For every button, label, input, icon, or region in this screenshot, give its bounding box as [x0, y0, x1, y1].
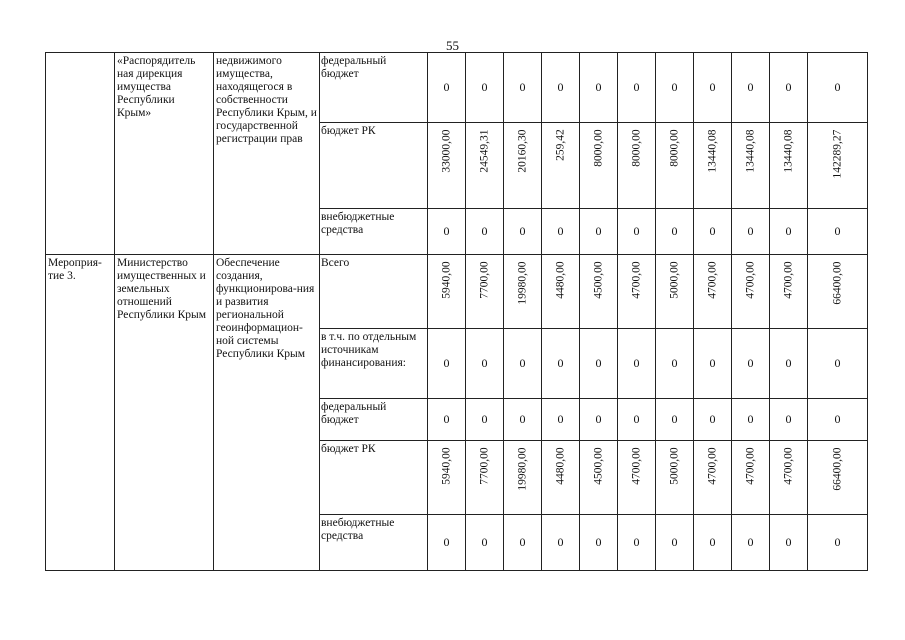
amount-cell — [618, 255, 656, 329]
amount-value: 4700,00 — [744, 446, 756, 485]
zero-cell — [732, 209, 770, 255]
zero-cell — [618, 515, 656, 571]
amount-cell — [694, 123, 732, 209]
amount-value: 13440,08 — [744, 128, 756, 173]
amount-value: 0 — [834, 412, 841, 426]
amount-value: 0 — [671, 412, 678, 426]
zero-cell — [580, 329, 618, 399]
zero-cell — [580, 209, 618, 255]
amount-cell — [656, 255, 694, 329]
zero-cell — [694, 329, 732, 399]
zero-cell — [466, 209, 504, 255]
amount-cell — [618, 123, 656, 209]
zero-cell — [428, 329, 466, 399]
amount-value: 0 — [633, 535, 640, 549]
amount-value: 13440,08 — [782, 128, 794, 173]
amount-cell — [618, 441, 656, 515]
amount-value: 5940,00 — [440, 260, 452, 299]
funding-source-cell: внебюджетные средства — [320, 515, 428, 571]
amount-value: 0 — [671, 356, 678, 370]
amount-value: 0 — [709, 412, 716, 426]
amount-cell — [732, 255, 770, 329]
zero-cell — [694, 515, 732, 571]
amount-cell — [542, 123, 580, 209]
amount-cell — [656, 441, 694, 515]
amount-value: 7700,00 — [478, 446, 490, 485]
funding-source-cell: Всего — [320, 255, 428, 329]
amount-value: 0 — [595, 356, 602, 370]
amount-cell — [808, 123, 868, 209]
amount-value: 0 — [595, 535, 602, 549]
zero-cell — [428, 515, 466, 571]
zero-cell — [618, 53, 656, 123]
amount-value: 4700,00 — [782, 260, 794, 299]
zero-cell — [542, 399, 580, 441]
amount-value: 4480,00 — [554, 446, 566, 485]
zero-cell — [618, 209, 656, 255]
amount-value: 0 — [747, 412, 754, 426]
amount-cell — [428, 123, 466, 209]
zero-cell — [428, 209, 466, 255]
amount-value: 0 — [481, 80, 488, 94]
zero-cell — [808, 399, 868, 441]
amount-cell — [580, 255, 618, 329]
description-cell: Обеспечение создания, функционирова-ния и развития региональной геоинформацион-ной системы Республики Крым — [214, 255, 320, 571]
amount-value: 4700,00 — [630, 446, 642, 485]
amount-value: 66400,00 — [831, 260, 843, 305]
amount-value: 0 — [443, 80, 450, 94]
measure-cell — [46, 53, 115, 255]
amount-value: 8000,00 — [592, 128, 604, 167]
amount-value: 5940,00 — [440, 446, 452, 485]
zero-cell — [542, 53, 580, 123]
amount-value: 0 — [785, 80, 792, 94]
zero-cell — [504, 209, 542, 255]
amount-value: 0 — [671, 80, 678, 94]
amount-value: 259,42 — [554, 129, 566, 161]
amount-value: 4700,00 — [744, 260, 756, 299]
zero-cell — [770, 329, 808, 399]
amount-value: 13440,08 — [706, 128, 718, 173]
amount-value: 33000,00 — [440, 128, 452, 173]
amount-value: 19980,00 — [516, 260, 528, 305]
amount-cell — [504, 441, 542, 515]
amount-value: 0 — [834, 224, 841, 238]
amount-value: 0 — [595, 80, 602, 94]
amount-value: 0 — [709, 535, 716, 549]
amount-cell — [732, 441, 770, 515]
table-row — [46, 255, 868, 329]
amount-cell — [770, 123, 808, 209]
amount-value: 0 — [443, 412, 450, 426]
zero-cell — [428, 53, 466, 123]
amount-value: 0 — [519, 224, 526, 238]
amount-value: 0 — [633, 80, 640, 94]
table-row — [46, 53, 868, 123]
amount-value: 0 — [785, 224, 792, 238]
amount-value: 0 — [481, 356, 488, 370]
page-number: 55 — [446, 38, 459, 53]
amount-cell — [770, 441, 808, 515]
measure-cell: Мероприя-тие 3. — [46, 255, 115, 571]
amount-value: 4700,00 — [706, 446, 718, 485]
amount-value: 0 — [519, 80, 526, 94]
amount-value: 0 — [443, 224, 450, 238]
zero-cell — [694, 399, 732, 441]
zero-cell — [618, 329, 656, 399]
amount-value: 66400,00 — [831, 446, 843, 491]
amount-value: 0 — [747, 224, 754, 238]
zero-cell — [466, 329, 504, 399]
amount-cell — [694, 441, 732, 515]
zero-cell — [732, 329, 770, 399]
description-cell: недвижимого имущества, находящегося в собственности Республики Крым, и государственной регистрации прав — [214, 53, 320, 255]
zero-cell — [542, 515, 580, 571]
zero-cell — [770, 53, 808, 123]
amount-value: 0 — [709, 356, 716, 370]
amount-value: 5000,00 — [668, 260, 680, 299]
amount-value: 142289,27 — [831, 129, 843, 178]
amount-cell — [656, 123, 694, 209]
zero-cell — [694, 209, 732, 255]
amount-value: 0 — [747, 80, 754, 94]
zero-cell — [656, 53, 694, 123]
financing-table — [45, 52, 868, 571]
amount-value: 0 — [785, 412, 792, 426]
amount-value: 0 — [595, 412, 602, 426]
amount-value: 8000,00 — [630, 128, 642, 167]
amount-value: 0 — [595, 224, 602, 238]
amount-cell — [580, 123, 618, 209]
amount-value: 0 — [633, 412, 640, 426]
amount-value: 4700,00 — [706, 260, 718, 299]
amount-value: 0 — [709, 224, 716, 238]
amount-cell — [808, 255, 868, 329]
amount-value: 4500,00 — [592, 260, 604, 299]
zero-cell — [504, 329, 542, 399]
funding-source-cell: внебюджетные средства — [320, 209, 428, 255]
zero-cell — [808, 209, 868, 255]
amount-value: 0 — [557, 80, 564, 94]
zero-cell — [618, 399, 656, 441]
amount-cell — [770, 255, 808, 329]
amount-cell — [466, 441, 504, 515]
funding-source-cell: в т.ч. по отдельным источникам финансирования: — [320, 329, 428, 399]
amount-cell — [542, 255, 580, 329]
amount-value: 0 — [519, 412, 526, 426]
amount-value: 4480,00 — [554, 260, 566, 299]
amount-value: 0 — [519, 535, 526, 549]
zero-cell — [504, 53, 542, 123]
amount-value: 24549,31 — [478, 128, 490, 173]
zero-cell — [656, 209, 694, 255]
amount-value: 0 — [633, 224, 640, 238]
amount-cell — [504, 255, 542, 329]
amount-value: 0 — [633, 356, 640, 370]
zero-cell — [580, 53, 618, 123]
zero-cell — [504, 515, 542, 571]
amount-value: 0 — [671, 224, 678, 238]
zero-cell — [656, 399, 694, 441]
amount-value: 5000,00 — [668, 446, 680, 485]
amount-value: 0 — [747, 535, 754, 549]
zero-cell — [542, 329, 580, 399]
amount-value: 4700,00 — [782, 446, 794, 485]
amount-value: 0 — [481, 412, 488, 426]
amount-value: 19980,00 — [516, 446, 528, 491]
funding-source-cell: федеральный бюджет — [320, 399, 428, 441]
amount-value: 0 — [557, 356, 564, 370]
amount-value: 0 — [557, 412, 564, 426]
executor-cell: «Распорядитель ная дирекция имущества Республики Крым» — [115, 53, 214, 255]
zero-cell — [732, 515, 770, 571]
amount-cell — [466, 255, 504, 329]
amount-value: 0 — [671, 535, 678, 549]
zero-cell — [466, 515, 504, 571]
amount-value: 7700,00 — [478, 260, 490, 299]
funding-source-cell: бюджет РК — [320, 441, 428, 515]
zero-cell — [656, 515, 694, 571]
zero-cell — [542, 209, 580, 255]
amount-value: 0 — [747, 356, 754, 370]
amount-value: 8000,00 — [668, 128, 680, 167]
zero-cell — [580, 399, 618, 441]
zero-cell — [808, 53, 868, 123]
amount-cell — [466, 123, 504, 209]
zero-cell — [732, 399, 770, 441]
zero-cell — [580, 515, 618, 571]
amount-value: 20160,30 — [516, 128, 528, 173]
funding-source-cell: бюджет РК — [320, 123, 428, 209]
amount-value: 0 — [519, 356, 526, 370]
amount-value: 0 — [834, 80, 841, 94]
amount-value: 0 — [557, 224, 564, 238]
amount-value: 0 — [481, 535, 488, 549]
zero-cell — [770, 209, 808, 255]
zero-cell — [732, 53, 770, 123]
zero-cell — [770, 515, 808, 571]
zero-cell — [504, 399, 542, 441]
amount-cell — [542, 441, 580, 515]
amount-cell — [504, 123, 542, 209]
amount-cell — [580, 441, 618, 515]
zero-cell — [694, 53, 732, 123]
amount-value: 0 — [785, 535, 792, 549]
amount-value: 0 — [557, 535, 564, 549]
amount-cell — [694, 255, 732, 329]
amount-value: 0 — [443, 356, 450, 370]
zero-cell — [770, 399, 808, 441]
zero-cell — [808, 515, 868, 571]
zero-cell — [466, 53, 504, 123]
amount-value: 0 — [785, 356, 792, 370]
amount-cell — [808, 441, 868, 515]
amount-value: 0 — [709, 80, 716, 94]
amount-value: 0 — [834, 356, 841, 370]
zero-cell — [428, 399, 466, 441]
amount-value: 0 — [443, 535, 450, 549]
zero-cell — [808, 329, 868, 399]
executor-cell: Министерство имущественных и земельных отношений Республики Крым — [115, 255, 214, 571]
funding-source-cell: федеральный бюджет — [320, 53, 428, 123]
amount-value: 4700,00 — [630, 260, 642, 299]
amount-cell — [428, 441, 466, 515]
zero-cell — [466, 399, 504, 441]
amount-cell — [732, 123, 770, 209]
zero-cell — [656, 329, 694, 399]
amount-cell — [428, 255, 466, 329]
amount-value: 0 — [834, 535, 841, 549]
amount-value: 4500,00 — [592, 446, 604, 485]
amount-value: 0 — [481, 224, 488, 238]
